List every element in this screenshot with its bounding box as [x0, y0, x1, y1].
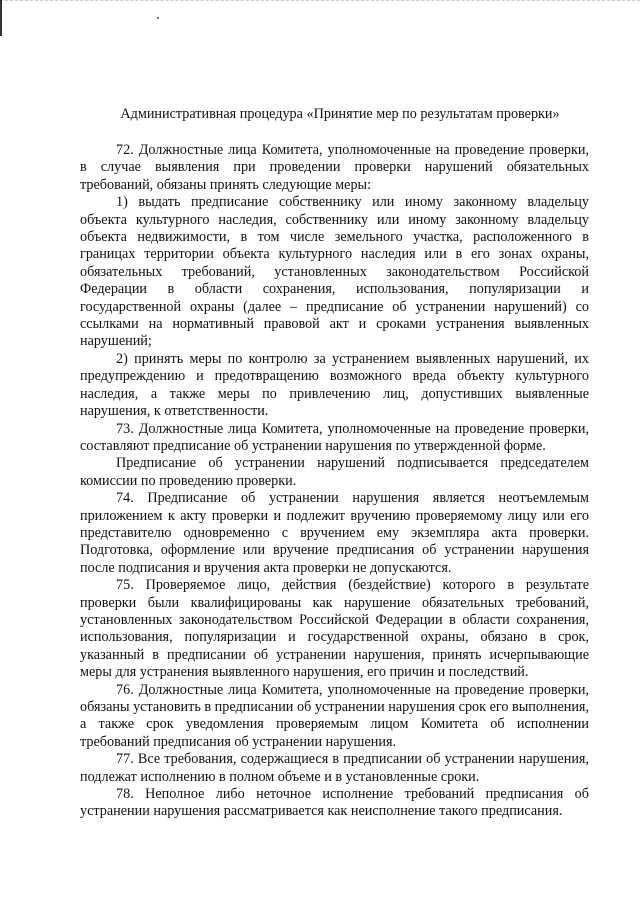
paragraph-73-signature-note: Предписание об устранении нарушений подписывается председателем комиссии по проведению проверки.	[80, 455, 589, 489]
paragraph-72-item-1: 1) выдать предписание собственнику или иному законному владельцу объекта культурного наследия, собственнику или иному законному владельцу объекта недвижимости, в том числе земельного участка, расположенного в границах территории объекта культурного наследия или в его зонах охраны, обязательных требований, установленных законодательством Российской Федерации в области сохранения, использования, популяризации и государственной охраны (далее – предписание об устранении нарушений) со ссылками на нормативный правовой акт и сроками устранения выявленных нарушений;	[80, 194, 589, 350]
section-heading: Административная процедура «Принятие мер по результатам проверки»	[120, 106, 560, 122]
paragraph-73: 73. Должностные лица Комитета, уполномоченные на проведение проверки, составляют предписание об устранении нарушения по утвержденной форме.	[80, 420, 589, 454]
scan-left-edge-mark	[0, 0, 2, 36]
scan-top-edge-line	[0, 0, 640, 1]
paragraph-74: 74. Предписание об устранении нарушения является неотъемлемым приложением к акту проверки и подлежит вручению проверяемому лицу или его представителю одновременно с вручением ему экземпляра акта проверки. Подготовка, оформление или вручение предписания об устранении нарушения после подписания и вручения акта проверки не допускаются.	[80, 490, 589, 576]
paragraph-76: 76. Должностные лица Комитета, уполномоченные на проведение проверки, обязаны установить в предписании об устранении нарушения срок его выполнения, а также срок уведомления проверяемым лицом Комитета об исполнении требований предписания об устранении нарушения.	[80, 681, 589, 750]
scan-speck	[157, 17, 159, 19]
paragraph-75: 75. Проверяемое лицо, действия (бездействие) которого в результате проверки были квалифицированы как нарушение обязательных требований, установленных законодательством Российской Федерации в области сохранения, использования, популяризации и государственной охраны, обязано в срок, указанный в предписании об устранении нарушения, принять исчерпывающие меры для устранения выявленного нарушения, его причин и последствий.	[80, 577, 589, 681]
document-body	[80, 142, 589, 821]
paragraph-77: 77. Все требования, содержащиеся в предписании об устранении нарушения, подлежат исполнению в полном объеме и в установленные сроки.	[80, 751, 589, 785]
paragraph-72-item-2: 2) принять меры по контролю за устранением выявленных нарушений, их предупреждению и предотвращению возможного вреда объекту культурного наследия, а также меры по привлечению лиц, допустивших выявленные нарушения, к ответственности.	[80, 350, 589, 420]
paragraph-78: 78. Неполное либо неточное исполнение требований предписания об устранении нарушения рассматривается как неисполнение такого предписания.	[80, 786, 589, 820]
paragraph-72: 72. Должностные лица Комитета, уполномоченные на проведение проверки, в случае выявления при проведении проверки нарушений обязательных требований, обязаны принять следующие меры:	[80, 142, 589, 193]
